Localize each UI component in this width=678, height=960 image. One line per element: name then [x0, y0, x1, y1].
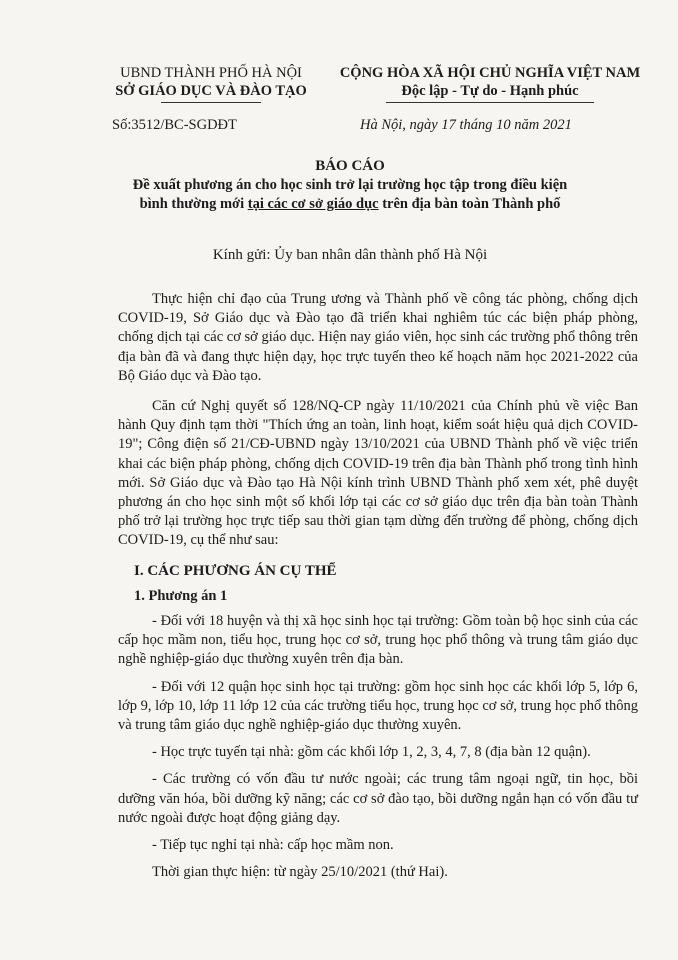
subtitle-line-2 [80, 195, 620, 214]
national-motto-block [330, 64, 650, 103]
implementation-time: Thời gian thực hiện: từ ngày 25/10/2021 (thứ Hai). [152, 864, 448, 881]
issuer-city: UBND THÀNH PHỐ HÀ NỘI [120, 65, 302, 81]
national-name: CỘNG HÒA XÃ HỘI CHỦ NGHĨA VIỆT NAM [339, 65, 641, 81]
subtitle-line-1: Đề xuất phương án cho học sinh trở lại trường học tập trong điều kiện [132, 177, 568, 193]
paragraph-basis: Căn cứ Nghị quyết số 128/NQ-CP ngày 11/10/2021 của Chính phủ về việc Ban hành Quy định tạm thời "Thích ứng an toàn, linh hoạt, kiểm soát hiệu quả dịch COVID-19"; Công điện số 21/CĐ-UBND ngày 13/10/2021 của UBND Thành phố về việc triển khai các biện pháp phòng, chống dịch COVID-19 trên địa bàn Thành phố trong tình hình mới. Sở Giáo dục và Đào tạo Hà Nội kính trình UBND Thành phố xem xét, phê duyệt phương án cho học sinh một số khối lớp tại các cơ sở giáo dục trên địa bàn toàn Thành phố trở lại trường học trực tiếp sau thời gian tạm dừng đến trường để phòng, chống dịch COVID-19, cụ thể như sau: [118, 398, 638, 549]
subtitle-underlined: tại các cơ sở giáo dục [247, 196, 379, 212]
issuer-rule [161, 102, 261, 103]
list-item: - Các trường có vốn đầu tư nước ngoài; các trung tâm ngoại ngữ, tin học, bồi dưỡng văn hóa, bồi dưỡng kỹ năng; các cơ sở đào tạo, bồi dưỡng ngắn hạn có vốn đầu tư nước ngoài được hoạt động giảng dạy. [118, 771, 638, 826]
document-date: Hà Nội, ngày 17 tháng 10 năm 2021 [360, 117, 572, 133]
document-title: BÁO CÁO [315, 158, 385, 174]
list-item: - Học trực tuyến tại nhà: gồm các khối lớp 1, 2, 3, 4, 7, 8 (địa bàn 12 quận). [152, 744, 591, 761]
national-motto: Độc lập - Tự do - Hạnh phúc [401, 83, 579, 99]
document-subtitle [80, 176, 620, 214]
subtitle-line-2-start: bình thường mới [139, 196, 248, 212]
subtitle-line-2-end: trên địa bàn toàn Thành phố [378, 196, 561, 212]
issuer-department: SỞ GIÁO DỤC VÀ ĐÀO TẠO [115, 83, 307, 99]
document-number: Số:3512/BC-SGDĐT [112, 117, 237, 133]
list-item: - Đối với 18 huyện và thị xã học sinh học tại trường: Gồm toàn bộ học sinh của các cấp học mầm non, tiểu học, trung học cơ sở, trung học phổ thông và trung tâm giáo dục nghề nghiệp-giáo dục thường xuyên trên địa bàn. [118, 613, 638, 668]
list-item: - Tiếp tục nghỉ tại nhà: cấp học mầm non. [152, 837, 394, 854]
section-heading: I. CÁC PHƯƠNG ÁN CỤ THỂ [134, 562, 337, 579]
issuer-block [96, 64, 326, 103]
greeting-line: Kính gửi: Ủy ban nhân dân thành phố Hà Nội [212, 247, 488, 263]
list-item: - Đối với 12 quận học sinh học tại trường: gồm học sinh học các khối lớp 5, lớp 6, lớp 9, lớp 10, lớp 11 lớp 12 của các trường tiểu học, trung học cơ sở, trung học phổ thông và trung tâm giáo dục nghề nghiệp-giáo dục thường xuyên. [118, 678, 638, 734]
option-heading: 1. Phương án 1 [134, 587, 228, 604]
paragraph-intro: Thực hiện chỉ đạo của Trung ương và Thành phố về công tác phòng, chống dịch COVID-19, Sở Giáo dục và Đào tạo đã triển khai nghiêm túc các biện pháp phòng, chống dịch tại các cơ sở giáo dục. Hiện nay giáo viên, học sinh các trường phổ thông trên địa bàn đã và đang thực hiện dạy, học trực tuyến theo kế hoạch năm học 2021-2022 của Bộ Giáo dục và Đào tạo. [118, 291, 638, 384]
motto-rule [386, 102, 594, 103]
document-body [118, 290, 638, 890]
